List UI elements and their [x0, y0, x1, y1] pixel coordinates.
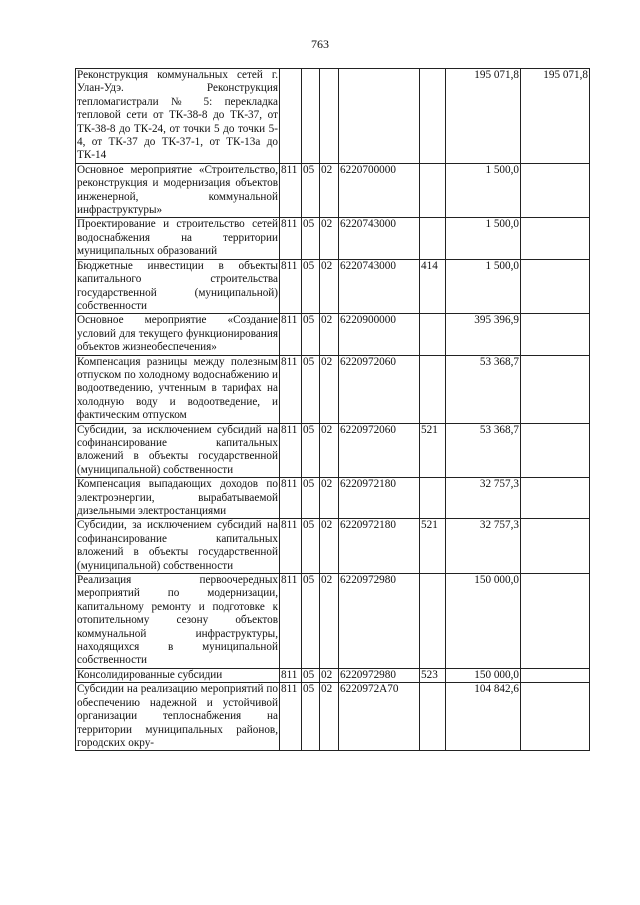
ministry-code: 811: [280, 683, 302, 751]
table-row: [76, 218, 590, 259]
target-article: 6220972980: [339, 574, 420, 669]
budget-table: [75, 68, 590, 751]
ministry-code: 811: [280, 668, 302, 682]
amount-secondary: [521, 163, 590, 218]
target-article: 6220972980: [339, 668, 420, 682]
ministry-code: 811: [280, 519, 302, 574]
target-article: [339, 69, 420, 164]
ministry-code: 811: [280, 259, 302, 314]
amount: 1 500,0: [446, 163, 521, 218]
subsection-code: 02: [320, 519, 339, 574]
section-code: 05: [302, 519, 320, 574]
amount-secondary: [521, 423, 590, 478]
subsection-code: 02: [320, 683, 339, 751]
subsection-code: 02: [320, 668, 339, 682]
amount: 1 500,0: [446, 218, 521, 259]
expense-type: [420, 478, 446, 519]
row-name: Субсидии, за исключением субсидий на софинансирование капитальных вложений в объекты государственной (муниципальной) собственности: [77, 519, 278, 572]
section-code: 05: [302, 478, 320, 519]
ministry-code: 811: [280, 478, 302, 519]
target-article: 6220743000: [339, 259, 420, 314]
section-code: 05: [302, 218, 320, 259]
section-code: 05: [302, 163, 320, 218]
amount-secondary: [521, 668, 590, 682]
subsection-code: [320, 69, 339, 164]
row-name: Основное мероприятие «Строительство, реконструкция и модернизация объектов инженерной, коммунальной инфраструктуры»: [77, 163, 278, 217]
amount: 195 071,8: [446, 69, 521, 164]
target-article: 6220972060: [339, 355, 420, 423]
amount-secondary: 195 071,8: [521, 69, 590, 164]
amount: 395 396,9: [446, 314, 521, 355]
subsection-code: 02: [320, 163, 339, 218]
section-code: [302, 69, 320, 164]
section-code: 05: [302, 683, 320, 751]
amount: 104 842,6: [446, 683, 521, 751]
amount: 150 000,0: [446, 574, 521, 669]
row-name: Компенсация разницы между полезным отпуском по холодному водоснабжению и водоотведению, учтенным в тарифах на холодную воду и водоотведение, и фактическим отпуском: [77, 355, 278, 422]
row-name: Компенсация выпадающих доходов по электроэнергии, вырабатываемой дизельными электростанциями: [77, 478, 278, 517]
table-row: [76, 314, 590, 355]
row-name: Субсидии, за исключением субсидий на софинансирование капитальных вложений в объекты государственной (муниципальной) собственности: [77, 423, 278, 476]
target-article: 6220900000: [339, 314, 420, 355]
subsection-code: 02: [320, 423, 339, 478]
row-name: Консолидированные субсидии: [76, 668, 280, 682]
expense-type: [420, 69, 446, 164]
table-row: [76, 69, 590, 164]
section-code: 05: [302, 574, 320, 669]
expense-type: 521: [420, 423, 446, 478]
section-code: 05: [302, 314, 320, 355]
ministry-code: 811: [280, 423, 302, 478]
row-name: Реконструкция коммунальных сетей г. Улан-Удэ. Реконструкция тепломагистрали № 5: перекладка тепловой сети от ТК-38-8 до ТК-37, от ТК-38-8 до ТК-24, от точки 5 до точки 5-4, от ТК-37 до ТК-37-1, от ТК-13а до ТК-14: [77, 69, 278, 162]
expense-type: [420, 163, 446, 218]
row-name: Основное мероприятие «Создание условий для текущего функционирования объектов жизнеобеспечения»: [77, 314, 278, 354]
ministry-code: 811: [280, 314, 302, 355]
section-code: 05: [302, 668, 320, 682]
subsection-code: 02: [320, 574, 339, 669]
target-article: 6220972А70: [339, 683, 420, 751]
amount-secondary: [521, 478, 590, 519]
ministry-code: 811: [280, 574, 302, 669]
subsection-code: 02: [320, 478, 339, 519]
subsection-code: 02: [320, 355, 339, 423]
row-name: Проектирование и строительство сетей водоснабжения на территории муниципальных образований: [77, 218, 278, 258]
amount-secondary: [521, 355, 590, 423]
expense-type: 414: [420, 259, 446, 314]
table-row: [76, 163, 590, 218]
amount: 53 368,7: [446, 355, 521, 423]
ministry-code: [280, 69, 302, 164]
table-row: [76, 668, 590, 682]
ministry-code: 811: [280, 355, 302, 423]
target-article: 6220700000: [339, 163, 420, 218]
table-row: [76, 355, 590, 423]
amount: 53 368,7: [446, 423, 521, 478]
subsection-code: 02: [320, 218, 339, 259]
amount-secondary: [521, 314, 590, 355]
section-code: 05: [302, 259, 320, 314]
amount-secondary: [521, 574, 590, 669]
amount: 32 757,3: [446, 519, 521, 574]
expense-type: [420, 683, 446, 751]
row-name: Бюджетные инвестиции в объекты капитального строительства государственной (муниципальной) собственности: [77, 259, 278, 312]
target-article: 6220972180: [339, 478, 420, 519]
expense-type: [420, 314, 446, 355]
row-name: Реализация первоочередных мероприятий по модернизации, капитальному ремонту и подготовке к отопительному сезону объектов коммунальной инфраструктуры, находящихся в муниципальной собственности: [77, 574, 278, 667]
expense-type: [420, 574, 446, 669]
subsection-code: 02: [320, 259, 339, 314]
target-article: 6220972180: [339, 519, 420, 574]
page-number: 763: [311, 37, 329, 51]
amount-secondary: [521, 683, 590, 751]
row-name: Субсидии на реализацию мероприятий по обеспечению надежной и устойчивой организации теплоснабжения на территории муниципальных районов, городских окру-: [77, 683, 278, 749]
table-row: [76, 478, 590, 519]
amount-secondary: [521, 218, 590, 259]
table-row: [76, 259, 590, 314]
amount: 150 000,0: [446, 668, 521, 682]
target-article: 6220972060: [339, 423, 420, 478]
expense-type: 523: [420, 668, 446, 682]
expense-type: [420, 355, 446, 423]
expense-type: 521: [420, 519, 446, 574]
ministry-code: 811: [280, 163, 302, 218]
table-row: [76, 519, 590, 574]
subsection-code: 02: [320, 314, 339, 355]
table-row: [76, 574, 590, 669]
amount-secondary: [521, 259, 590, 314]
amount: 1 500,0: [446, 259, 521, 314]
table-row: [76, 683, 590, 751]
expense-type: [420, 218, 446, 259]
ministry-code: 811: [280, 218, 302, 259]
target-article: 6220743000: [339, 218, 420, 259]
table-row: [76, 423, 590, 478]
amount: 32 757,3: [446, 478, 521, 519]
section-code: 05: [302, 423, 320, 478]
section-code: 05: [302, 355, 320, 423]
amount-secondary: [521, 519, 590, 574]
